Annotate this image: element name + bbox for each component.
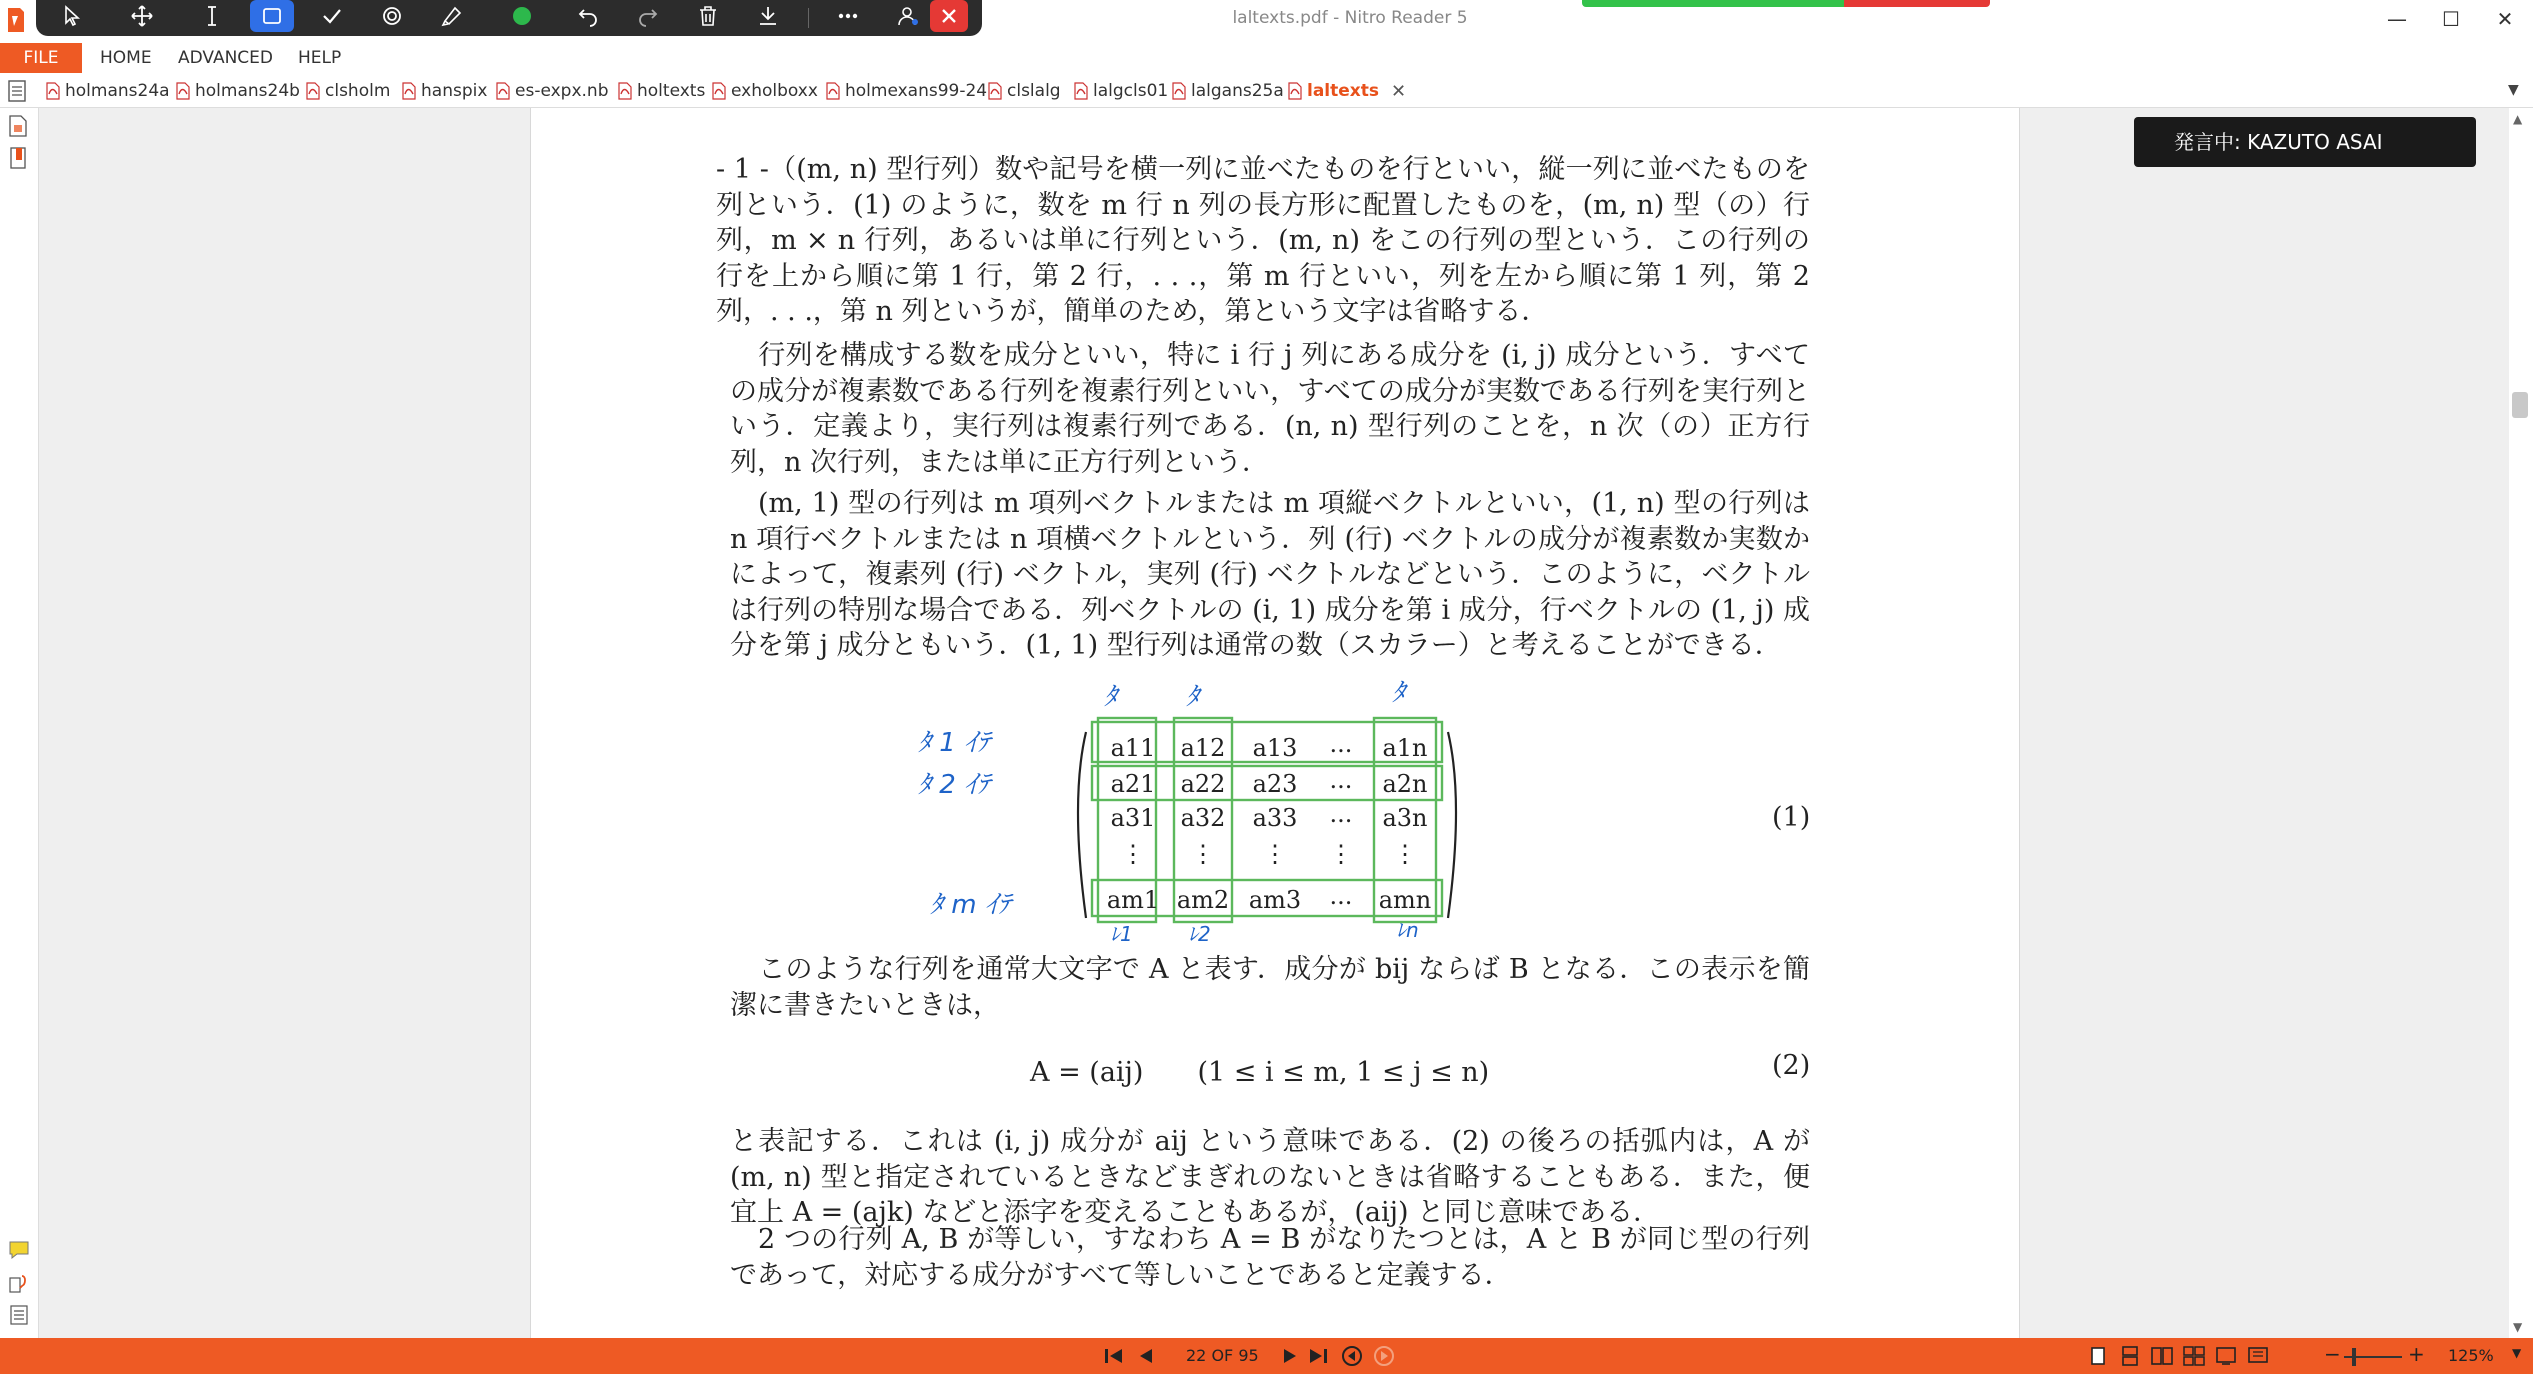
tab-label: holtexts [637,81,706,101]
zoom-in-button[interactable]: + [2408,1342,2425,1366]
maximize-button[interactable]: ☐ [2442,7,2460,31]
close-icon[interactable] [930,0,968,32]
matrix-cell: a33 [1252,804,1298,832]
pdf-file-icon [496,82,510,100]
menu-file[interactable]: FILE [0,43,82,73]
paragraph-4 [730,952,1810,1023]
window-close-button[interactable]: ✕ [2496,7,2514,31]
equation-2-number: (2) [1772,1050,1811,1081]
more-icon[interactable] [826,0,870,32]
window-title: laltexts.pdf - Nitro Reader 5 [1232,8,1468,28]
pdf-file-icon [176,82,190,100]
paragraph-4-text: このような行列を通常大文字で A と表す．成分が bij ならば B となる．この表示を簡潔に書きたいときは， [730,954,1810,1021]
tab-label: holmans24b [195,81,300,101]
tab-lalgans25a[interactable] [1172,78,1284,104]
tab-label: exholboxx [731,81,818,101]
matrix-cell: am1 [1106,886,1160,914]
paragraph-3 [730,486,1810,664]
tab-label: clsholm [325,81,391,101]
matrix-cell: a31 [1110,804,1156,832]
menu-home[interactable]: HOME [100,48,152,68]
pdf-file-icon [1074,82,1088,100]
zoom-out-button[interactable]: − [2324,1342,2341,1366]
matrix-cell: a11 [1110,734,1156,762]
matrix-cell: a23 [1252,770,1298,798]
matrix-cell: ⋮ [1329,840,1353,868]
matrix-cell: a32 [1180,804,1226,832]
back-view-icon[interactable] [1340,1346,1364,1366]
forward-view-icon[interactable] [1372,1346,1396,1366]
pdf-file-icon [402,82,416,100]
tab-label: hanspix [421,81,488,101]
download-icon[interactable] [746,0,790,32]
tab-label: lalgcls01 [1093,81,1169,101]
pan-icon[interactable] [120,0,164,32]
tab-list-icon[interactable] [8,80,26,102]
paragraph-6-text: 2 つの行列 A, B が等しい，すなわち A = B がなりたつとは，A と B が同じ型の行列であって，対応する成分がすべて等しいことであると定義する． [730,1224,1810,1291]
continuous-view-icon[interactable] [2118,1346,2142,1366]
annotation-toolbar [36,0,982,36]
tab-label: es-expx.nb [515,81,609,101]
tab-label: holmexans99-24 [845,81,988,101]
tab-holmexans99-24[interactable] [826,78,987,104]
status-progress-red [1844,0,1990,7]
matrix-cell: ... [1329,800,1353,828]
matrix-cell: ⋮ [1393,840,1417,868]
color-dot-icon[interactable] [500,0,544,32]
next-page-icon[interactable] [1278,1346,1302,1366]
matrix-cell: ... [1329,882,1353,910]
tab-es-expx-nb[interactable] [496,78,609,104]
rectangle-icon[interactable] [250,0,294,32]
ink-row-m: ﾀ m ｲﾃ [930,890,1011,920]
stamp-icon[interactable] [370,0,414,32]
tab-exholboxx[interactable] [712,78,818,104]
attachments-icon[interactable] [8,1272,30,1294]
menu-help[interactable]: HELP [298,48,342,68]
matrix-cell: ... [1329,766,1353,794]
presenter-badge: 発言中: KAZUTO ASAI [2134,117,2476,167]
ink-col-1-top: ﾀ [1104,682,1118,712]
matrix-cell: a3n [1382,804,1428,832]
toolbar-divider [808,8,809,28]
highlighter-icon[interactable] [430,0,474,32]
tab-holmans24a[interactable] [46,78,170,104]
redo-icon[interactable] [626,0,670,32]
zoom-level[interactable]: 125% [2448,1346,2494,1365]
pdf-file-icon [826,82,840,100]
matrix-cell: ... [1329,730,1353,758]
ink-row-2: ﾀ 2 ｲﾃ [918,770,991,800]
matrix-cell: a13 [1252,734,1298,762]
tab-clslalg[interactable] [988,78,1061,104]
paragraph-5: と表記する．これは (i, j) 成分が aij という意味である．(2) の後ろの括弧内は，A が (m, n) 型と指定されているときなどまぎれのないときは省略することもある．また，便宜上 A = (ajk) などと添字を変えることもあるが，(aij) と同じ意味である． [730,1126,1810,1228]
status-scroll-down-icon[interactable]: ▼ [2512,1346,2522,1360]
page-indicator[interactable]: 22 OF 95 [1186,1346,1259,1365]
matrix-cell: ⋮ [1121,840,1145,868]
nitro-logo-icon [4,6,28,34]
paragraph-6 [730,1222,1810,1293]
pdf-file-icon [306,82,320,100]
single-page-view-icon[interactable] [2086,1346,2110,1366]
text-select-icon[interactable] [190,0,234,32]
pdf-file-icon [1288,82,1302,100]
matrix-cell: a22 [1180,770,1226,798]
paragraph-2 [730,338,1810,480]
pdf-file-icon [46,82,60,100]
tab-laltexts[interactable] [1288,78,1406,104]
tab-holtexts[interactable] [618,78,705,104]
ink-col-n-top: ﾀ [1392,678,1406,708]
ink-col-2-top: ﾀ [1186,682,1200,712]
pages-thumbnail-icon[interactable] [8,114,28,138]
vertical-scrollbar[interactable] [2509,108,2533,1338]
pdf-file-icon [712,82,726,100]
bookmarks-icon[interactable] [8,146,28,170]
matrix-cell: a2n [1382,770,1428,798]
delete-icon[interactable] [686,0,730,32]
ink-col-2-bottom: ﾚ2 [1188,922,1211,946]
paragraph-2-text: 行列を構成する数を成分といい，特に i 行 j 列にある成分を (i, j) 成分という．すべての成分が複素数である行列を複素行列といい，すべての成分が実数である行列を実行列という．定義より，実行列は複素行列である．(n, n) 型行列のことを，n 次（の）正方行列，n 次行列，または単に正方行列という． [730,340,1810,478]
left-panel [0,108,39,1338]
matrix-cell: am3 [1248,886,1302,914]
matrix-cell: ⋮ [1191,840,1215,868]
pdf-file-icon [988,82,1002,100]
scroll-down-icon[interactable]: ▼ [2513,1320,2523,1334]
fit-width-icon[interactable] [2214,1346,2238,1366]
tab-hanspix[interactable] [402,78,487,104]
ink-col-n-bottom: ﾚn [1396,918,1419,942]
ink-col-1-bottom: ﾚ1 [1110,922,1133,946]
equation-1-number: (1) [1772,802,1811,833]
matrix-cell: am2 [1176,886,1230,914]
status-progress-green [1582,0,1844,7]
continuous-facing-view-icon[interactable] [2182,1346,2206,1366]
equation-2: A = (aij) (1 ≤ i ≤ m, 1 ≤ j ≤ n) [1030,1057,1490,1088]
undo-icon[interactable] [566,0,610,32]
pdf-file-icon [618,82,632,100]
last-page-icon[interactable] [1306,1346,1330,1366]
matrix-cell: amn [1378,886,1432,914]
tab-label: laltexts [1307,81,1379,101]
paragraph-1: - 1 -（(m, n) 型行列）数や記号を横一列に並べたものを行といい，縦一列に並べたものを列という．(1) のように，数を m 行 n 列の長方形に配置したものを，(m, n) 型（の）行列，m × n 行列，あるいは単に行列という．(m, n) をこの行列の型という．この行列の行を上から順に第 1 行，第 2 行，. . .，第 m 行といい，列を左から順に第 1 列，第 2 列，. . .，第 n 列というが，簡単のため，第という文字は省略する． [716,154,1810,327]
comments-icon[interactable] [8,1240,30,1260]
minimize-button[interactable]: — [2387,7,2407,31]
tab-clsholm[interactable] [306,78,390,104]
select-arrow-icon[interactable] [50,0,94,32]
tab-label: lalgans25a [1191,81,1284,101]
full-screen-icon[interactable] [2246,1346,2270,1366]
scroll-up-icon[interactable]: ▲ [2513,112,2523,126]
tab-close-button[interactable]: ✕ [1391,80,1407,102]
matrix-cell: a12 [1180,734,1226,762]
layers-icon[interactable] [8,1304,30,1326]
matrix-cell: a1n [1382,734,1428,762]
pdf-file-icon [1172,82,1186,100]
user-icon[interactable] [886,0,930,32]
check-icon[interactable] [310,0,354,32]
tab-lalgcls01[interactable] [1074,78,1168,104]
scrollbar-thumb[interactable] [2512,392,2528,418]
matrix-cell: ⋮ [1263,840,1287,868]
zoom-slider-thumb[interactable] [2352,1348,2356,1366]
facing-view-icon[interactable] [2150,1346,2174,1366]
tab-label: clslalg [1007,81,1061,101]
menu-advanced[interactable]: ADVANCED [178,48,274,68]
ink-row-1: ﾀ 1 ｲﾃ [918,728,991,758]
menu-bar [0,43,2533,73]
first-page-icon[interactable] [1102,1346,1126,1366]
matrix-cell: a21 [1110,770,1156,798]
tab-label: holmans24a [65,81,170,101]
paragraph-3-text: (m, 1) 型の行列は m 項列ベクトルまたは m 項縦ベクトルといい，(1, n) 型の行列は n 項行ベクトルまたは n 項横ベクトルという．列 (行) ベクトルの成分が複素数か実数かによって，複素列 (行) ベクトル，実列 (行) ベクトルなどという．このように，ベクトルは行列の特別な場合である．列ベクトルの (i, 1) 成分を第 i 成分，行ベクトルの (1, j) 成分を第 j 成分ともいう．(1, 1) 型行列は通常の数（スカラー）と考えることができる． [730,488,1810,661]
tab-holmans24b[interactable] [176,78,300,104]
previous-page-icon[interactable] [1134,1346,1158,1366]
tab-overflow-button[interactable]: ▼ [2508,82,2519,98]
